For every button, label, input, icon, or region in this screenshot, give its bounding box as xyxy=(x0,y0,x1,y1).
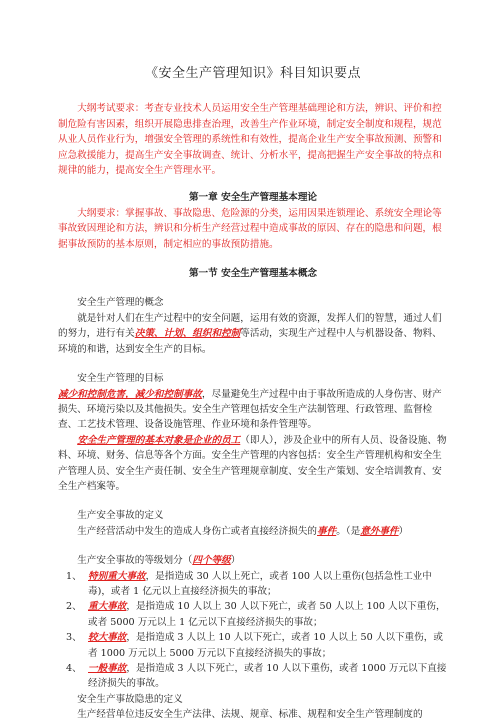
accident-def-text: 生产经营活动中发生的造成人身伤亡或者直接经济损失的 xyxy=(77,525,318,537)
grade-heading-highlight: 四个等级 xyxy=(192,555,231,567)
accident-definition-heading: 生产安全事故的定义 xyxy=(77,510,164,522)
object-text: （即人），涉及企业中的所有人员、设备设施、物料、环境、财务、信息等各个方面。安全生产管理的内容包括：安全生产管理机构和安全生产管理人员、安全生产责任制、安全生产管理规章制度、安全生产策划、安全培训教育、安全生产档案等。 xyxy=(58,434,447,492)
hazard-definition: 生产经营单位违反安全生产法律、法规、规章、标准、规程和安全生产管理制度的 xyxy=(77,709,423,721)
syllabus-requirement: 大纲考试要求：考查专业技术人员运用安全生产管理基础理论和方法，辨识、评价和控制危险有害因素，组织开展隐患排查治理，改善生产作业环境，制定安全制度和规程，规范从业人员作业行为，增强安全管理的系统性和有效性，提高企业生产安全事故预测、预警和应急救援能力，提高生产安全事故调查、统计、分析水平，提高把握生产安全事故的特点和规律的能力，提高安全生产管理水平。 xyxy=(58,103,442,177)
chapter-title: 第一章 安全生产管理基本理论 xyxy=(188,192,318,204)
list-number: 1、 xyxy=(66,570,82,582)
chapter-requirement: 大纲要求：掌握事故、事故隐患、危险源的分类，运用因果连锁理论、系统安全理论等事故致因理论和方法，辨识和分析生产经营过程中造成事故的原因、存在的隐患和问题，根据事故预防的基本原则，制定相应的事故预防措施。 xyxy=(58,207,442,250)
grade-heading-text: 生产安全事故的等级划分（ xyxy=(77,555,193,567)
grade-desc: ，是指造成 10 人以上 30 人以下死亡，或者 50 人以上 100 人以下重伤，或者 5000 万元以上 1 亿元以下直接经济损失的事故； xyxy=(88,601,446,628)
object-highlight: 安全生产管理的基本对象是企业的员工 xyxy=(77,434,241,446)
list-item xyxy=(66,661,448,692)
accident-def-highlight-event: 事件 xyxy=(317,525,337,537)
list-number: 4、 xyxy=(66,663,82,674)
accident-def-end: ） xyxy=(398,525,409,537)
grade-name: 特别重大事故 xyxy=(88,570,146,582)
list-number: 3、 xyxy=(66,632,82,644)
goal-paragraph xyxy=(58,387,448,433)
concept-heading: 安全生产管理的概念 xyxy=(77,297,164,309)
accident-def-mid: 。（是 xyxy=(336,525,361,537)
concept-text-post: 等活动，实现生产过程中人与机器设备、物料、环境的和谐，达到安全生产的目标。 xyxy=(58,328,442,355)
goal-text: ，尽量避免生产过程中由于事故所造成的人身伤害、财产损失、环境污染以及其他损失。安全生产管理包括安全生产法制管理、行政管理、监督检查、工艺技术管理、设备设施管理、作业环境和条件管理等。 xyxy=(58,388,442,431)
list-item xyxy=(66,630,448,661)
grade-name: 重大事故 xyxy=(88,601,127,613)
grade-list xyxy=(58,569,448,692)
goal-heading: 安全生产管理的目标 xyxy=(77,373,164,385)
object-paragraph xyxy=(58,433,448,495)
grade-desc: ，是指造成 30 人以上死亡，或者 100 人以上重伤(包括急性工业中毒)，或者 1 亿元以上直接经济损失的事故； xyxy=(88,570,432,597)
grade-desc: ，是指造成 3 人以上 10 人以下死亡，或者 10 人以上 50 人以下重伤，或者 1000 万元以上 5000 万元以下直接经济损失的事故； xyxy=(88,632,443,659)
list-item xyxy=(66,569,448,600)
grade-name: 一般事故 xyxy=(88,663,127,674)
grade-desc: ，是指造成 3 人以下死亡，或者 10 人以下重伤，或者 1000 万元以下直接经济损失的事故。 xyxy=(88,663,447,690)
section-title: 第一节 安全生产管理基本概念 xyxy=(188,268,318,280)
grade-heading xyxy=(58,553,448,568)
concept-paragraph xyxy=(58,311,448,357)
concept-highlight: 决策、计划、组织和控制 xyxy=(134,328,241,340)
list-item xyxy=(66,599,448,630)
grade-name: 较大事故 xyxy=(88,632,127,644)
grade-heading-end: ） xyxy=(230,555,241,567)
document-title: 《安全生产管理知识》科目知识要点 xyxy=(144,66,361,81)
accident-definition xyxy=(58,524,448,539)
list-number: 2、 xyxy=(66,601,82,613)
goal-highlight: 减少和控制危害，减少和控制事故 xyxy=(58,388,202,400)
hazard-definition-heading: 安全生产事故隐患的定义 xyxy=(77,693,183,705)
accident-def-highlight-unexpected: 意外事件 xyxy=(360,525,399,537)
concept-text-pre: 就是针对人们在生产过程中的安全问题，运用有效的资源，发挥人们的智慧，通过人们的努力，进行有关 xyxy=(58,312,442,340)
